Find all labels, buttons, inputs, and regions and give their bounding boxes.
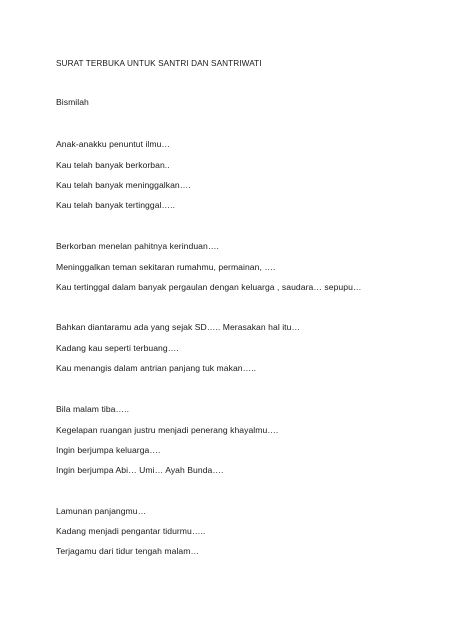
- poem-line: Kegelapan ruangan justru menjadi penerang khayalmu….: [56, 425, 279, 435]
- poem-line: Kau telah banyak berkorban..: [56, 160, 170, 170]
- poem-line: Terjagamu dari tidur tengah malam…: [56, 546, 200, 556]
- poem-line: Kau telah banyak meninggalkan….: [56, 180, 191, 190]
- poem-line: Ingin berjumpa Abi… Umi… Ayah Bunda….: [56, 465, 224, 475]
- poem-line: Lamunan panjangmu…: [56, 506, 147, 516]
- poem-line: Meninggalkan teman sekitaran rumahmu, permainan, ….: [56, 262, 276, 272]
- poem-line: Kadang kau seperti terbuang….: [56, 343, 179, 353]
- poem-line: Bila malam tiba…..: [56, 404, 130, 414]
- poem-line: Kau menangis dalam antrian panjang tuk makan…..: [56, 363, 257, 373]
- poem-line: Anak-anakku penuntut ilmu…: [56, 139, 171, 149]
- document-title: SURAT TERBUKA UNTUK SANTRI DAN SANTRIWATI: [56, 59, 262, 68]
- poem-line: Berkorban menelan pahitnya kerinduan….: [56, 241, 219, 251]
- poem-line: Kadang menjadi pengantar tidurmu…..: [56, 526, 206, 536]
- poem-line: Kau tertinggal dalam banyak pergaulan dengan keluarga , saudara… sepupu…: [56, 282, 362, 292]
- poem-line: Kau telah banyak tertinggal…..: [56, 200, 176, 210]
- greeting-line: Bismilah: [56, 97, 89, 107]
- poem-line: Ingin berjumpa keluarga….: [56, 445, 161, 455]
- poem-line: Bahkan diantaramu ada yang sejak SD….. Merasakan hal itu…: [56, 322, 301, 332]
